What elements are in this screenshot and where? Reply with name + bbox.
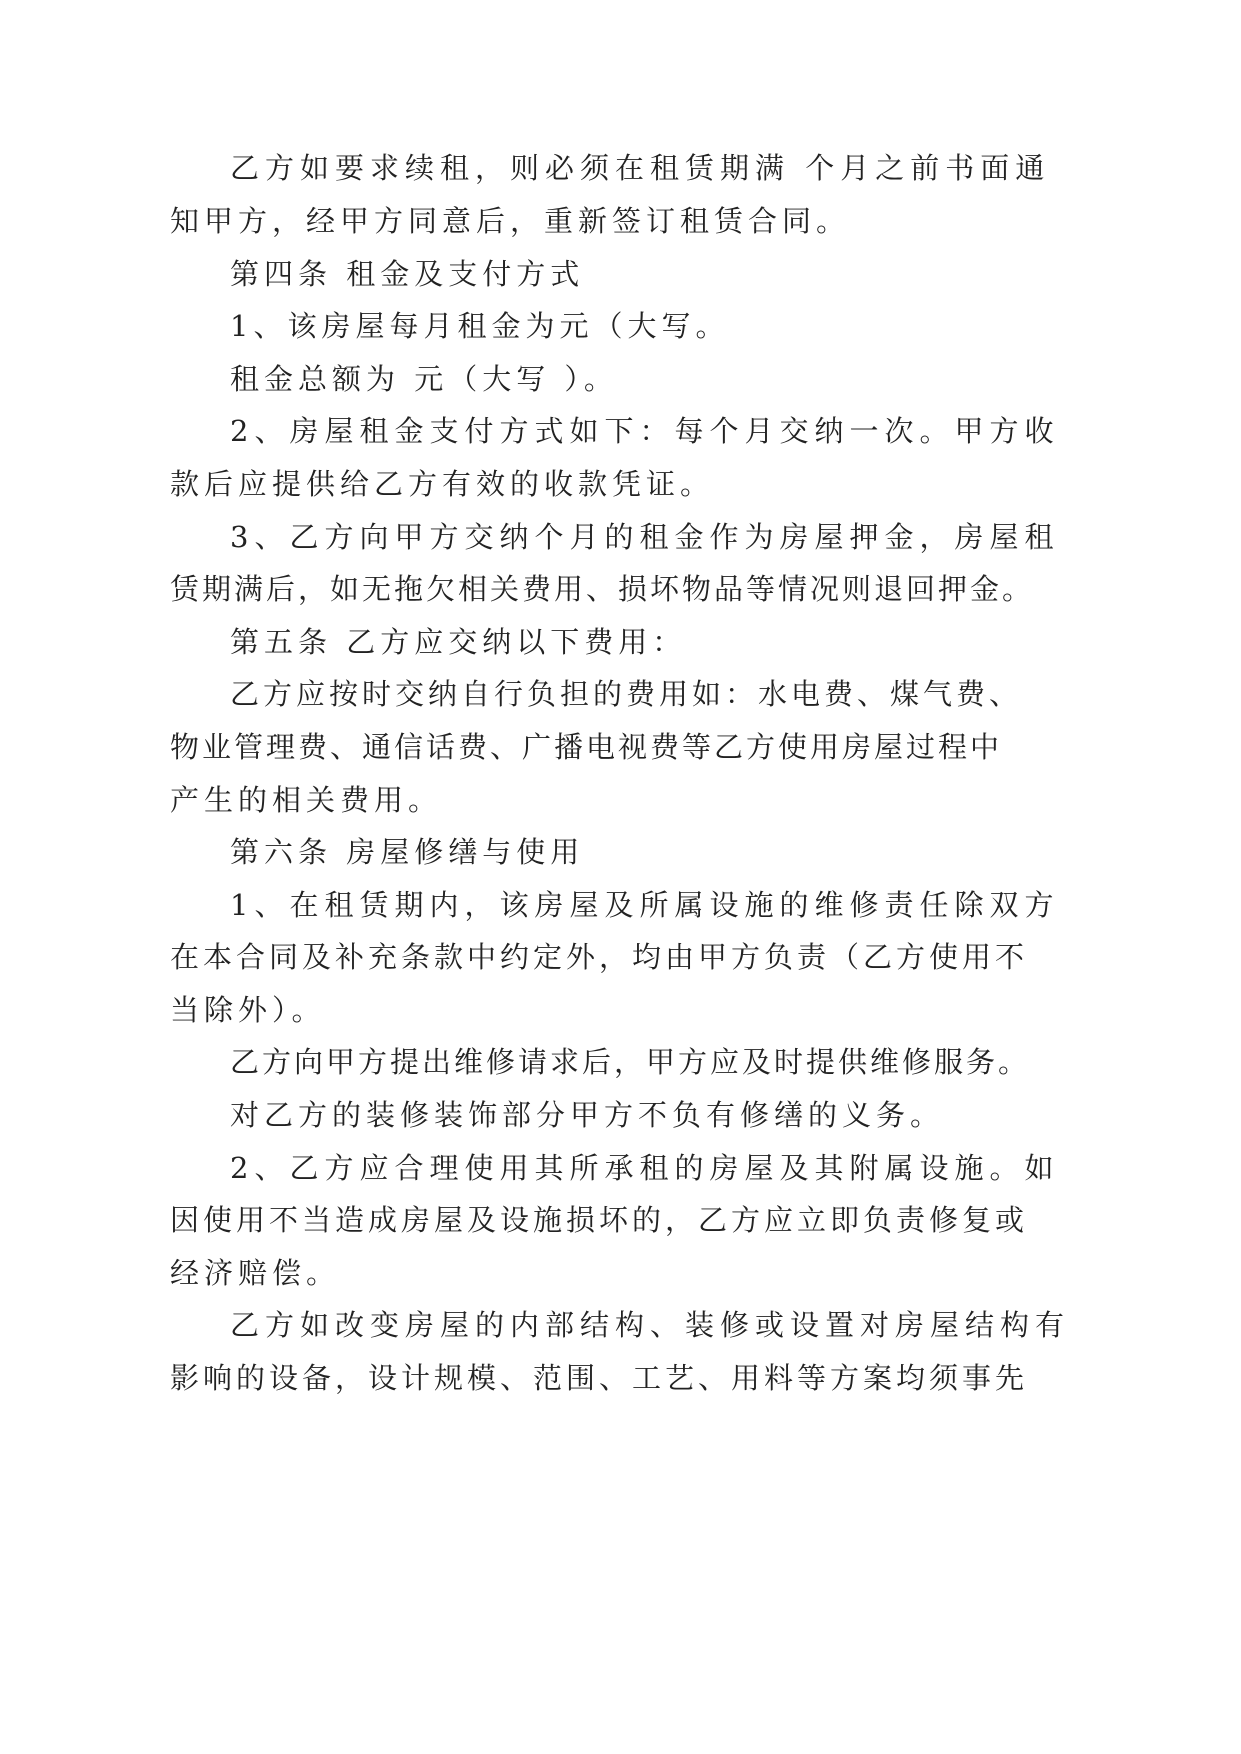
text-line: 1、该房屋每月租金为元（大写。	[230, 309, 730, 343]
text-line: 第六条 房屋修缮与使用	[230, 835, 585, 869]
text-line: 产生的相关费用。	[170, 783, 443, 817]
text-line: 1、在租赁期内，该房屋及所属设施的维修责任除双方	[230, 888, 1060, 922]
text-line: 在本合同及补充条款中约定外，均由甲方负责（乙方使用不	[170, 940, 1029, 974]
text-line: 租金总额为 元（大写 ）。	[230, 362, 618, 396]
text-line: 2、房屋租金支付方式如下：每个月交纳一次。甲方收	[230, 414, 1060, 448]
text-line: 款后应提供给乙方有效的收款凭证。	[170, 467, 715, 501]
text-line: 3、乙方向甲方交纳个月的租金作为房屋押金，房屋租	[230, 520, 1060, 554]
text-line: 乙方如要求续租，则必须在租赁期满 个月之前书面通	[230, 151, 1051, 185]
text-line: 知甲方，经甲方同意后，重新签订租赁合同。	[170, 204, 851, 238]
text-line: 当除外）。	[170, 993, 326, 1027]
text-line: 2、乙方应合理使用其所承租的房屋及其附属设施。如	[230, 1151, 1060, 1185]
text-line: 乙方如改变房屋的内部结构、装修或设置对房屋结构有	[230, 1308, 1071, 1342]
text-line: 对乙方的装修装饰部分甲方不负有修缮的义务。	[230, 1098, 945, 1132]
text-line: 赁期满后，如无拖欠相关费用、损坏物品等情况则退回押金。	[170, 572, 1035, 606]
text-line: 物业管理费、通信话费、广播电视费等乙方使用房屋过程中	[170, 730, 1003, 764]
text-line: 乙方向甲方提出维修请求后，甲方应及时提供维修服务。	[230, 1045, 1031, 1079]
text-line: 第四条 租金及支付方式	[230, 257, 585, 291]
text-line: 影响的设备，设计规模、范围、工艺、用料等方案均须事先	[170, 1361, 1029, 1395]
text-line: 第五条 乙方应交纳以下费用：	[230, 625, 687, 659]
text-line: 乙方应按时交纳自行负担的费用如：水电费、煤气费、	[230, 677, 1023, 711]
text-line: 经济赔偿。	[170, 1256, 341, 1290]
text-line: 因使用不当造成房屋及设施损坏的，乙方应立即负责修复或	[170, 1203, 1029, 1237]
